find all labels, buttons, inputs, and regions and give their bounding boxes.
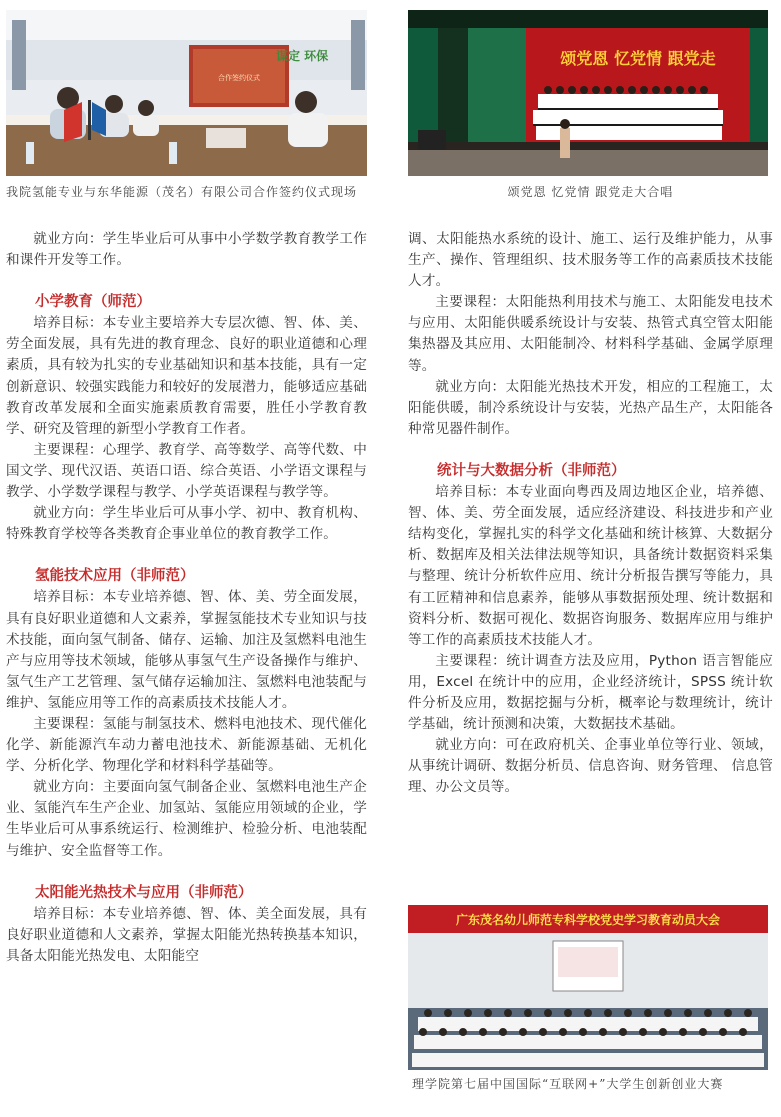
screen-text: 合作签约仪式 <box>218 74 260 82</box>
primary-education-heading: 小学教育（师范） <box>35 294 151 311</box>
statistics-goal: 培养目标：本专业面向粤西及周边地区企业，培养德、智、体、美、劳全面发展，适应经济建设、科技进步和产业结构变化，掌握扎实的科学文化基础和统计核算、大数据分析、数据库及相关法律法规等知识，具备统计数据资料采集与整理、统计分析软件应用、统计分析报告撰写等能力，具有工匠精神和信息素养，能够从事数据预处理、统计数据和资料分析、数据可视化、数据咨询服务、数据库应用与维护等工作的高素质技术技能人才。 <box>408 484 773 648</box>
primary-education-goal: 培养目标：本专业主要培养大专层次德、智、体、美、劳全面发展，具有先进的教育理念、良好的职业道德和心理素质，具有较为扎实的专业基础知识和基本技能，具有一定创新意识、较强实践能力和较好的发展潜力，能够适应基础教育改革发展和全面实施素质教育需要，胜任小学教育教学、研究及管理的新型小学教育工作者。 <box>6 315 367 437</box>
banner-text: 谋定 环保 <box>276 49 329 63</box>
signing-ceremony-photo <box>6 10 367 176</box>
solar-employment: 就业方向：太阳能光热技术开发，相应的工程施工，太阳能供暖，制冷系统设计与安装，光热产品生产，太阳能各种常见器件制作。 <box>408 378 773 437</box>
statistics-courses: 主要课程：统计调查方法及应用，Python 语言智能应用，Excel 在统计中的应用，企业经济统计，SPSS 统计软件分析及应用，数据挖掘与分析，概率论与数理统计，统计学基础，统计预测和决策，大数据技术基础。 <box>408 652 773 733</box>
statistics-employment: 就业方向：可在政府机关、企事业单位等行业、领域，从事统计调研、数据分析员、信息咨询、财务管理、 信息管理、办公文员等。 <box>408 737 773 796</box>
assembly-image <box>408 905 768 1070</box>
intro-employment-text: 就业方向：学生毕业后可从事中小学数学教育教学工作和课件开发等工作。 <box>6 231 367 269</box>
solar-goal-continued: 调、太阳能热水系统的设计、施工、运行及维护能力，从事生产、操作、管理组织、技术服务等工作的高素质技术技能人才。 <box>408 231 773 290</box>
choir-banner-text: 颂党恩 忆党情 跟党走 <box>560 49 716 68</box>
signing-ceremony-caption: 我院氢能专业与东华能源（茂名）有限公司合作签约仪式现场 <box>6 185 358 199</box>
choir-image <box>408 10 768 176</box>
choir-photo <box>408 10 768 176</box>
right-column <box>408 0 773 1091</box>
signing-ceremony-image <box>6 10 367 176</box>
primary-education-employment: 就业方向：学生毕业后可从事小学、初中、教育机构、特殊教育学校等各类教育企事业单位的教育教学工作。 <box>6 505 367 543</box>
solar-goal-part1: 培养目标：本专业培养德、智、体、美全面发展，具有良好职业道德和人文素养，掌握太阳能光热转换基本知识，具备太阳能光热发电、太阳能空 <box>6 905 367 964</box>
solar-heading: 太阳能光热技术与应用（非师范） <box>35 884 253 901</box>
primary-education-courses: 主要课程：心理学、教育学、高等数学、高等代数、中国文学、现代汉语、英语口语、综合英语、小学语文课程与教学、小学数学课程与教学、小学英语课程与教学等。 <box>6 441 367 501</box>
assembly-photo <box>408 905 768 1070</box>
hydrogen-courses: 主要课程：氢能与制氢技术、燃料电池技术、现代催化化学、新能源汽车动力蓄电池技术、新能源基础、无机化学、分析化学、物理化学和材料科学基础等。 <box>6 715 367 775</box>
choir-caption: 颂党恩 忆党情 跟党走大合唱 <box>507 185 674 199</box>
assembly-caption: 理学院第七届中国国际“互联网+”大学生创新创业大赛 <box>412 1077 724 1091</box>
hydrogen-heading: 氢能技术应用（非师范） <box>35 568 195 585</box>
left-column <box>6 0 371 967</box>
statistics-heading: 统计与大数据分析（非师范） <box>437 462 626 479</box>
solar-courses: 主要课程：太阳能热利用技术与施工、太阳能发电技术与应用、太阳能供暖系统设计与安装、热管式真空管太阳能集热器及其应用、太阳能制冷、材料科学基础、金属学原理等。 <box>408 294 773 374</box>
assembly-banner-text: 广东茂名幼儿师范专科学校党史学习教育动员大会 <box>455 913 721 927</box>
hydrogen-goal: 培养目标：本专业培养德、智、体、美、劳全面发展，具有良好职业道德和人文素养，掌握氢能技术专业知识与技术技能，面向氢气制备、储存、运输、加注及氢燃料电池生产与应用等技术领域，能够从事氢气生产设备操作与维护、氢气生产工艺管理、氢气储存运输加注、氢燃料电池装配与维护、氢能应用等工作的高素质技术技能人才。 <box>6 589 367 711</box>
hydrogen-employment: 就业方向：主要面向氢气制备企业、氢燃料电池生产企业、氢能汽车生产企业、加氢站、氢能应用领域的企业，学生毕业后可从事系统运行、检测维护、检验分析、电池装配与维护、安全监督等工作。 <box>6 779 367 859</box>
